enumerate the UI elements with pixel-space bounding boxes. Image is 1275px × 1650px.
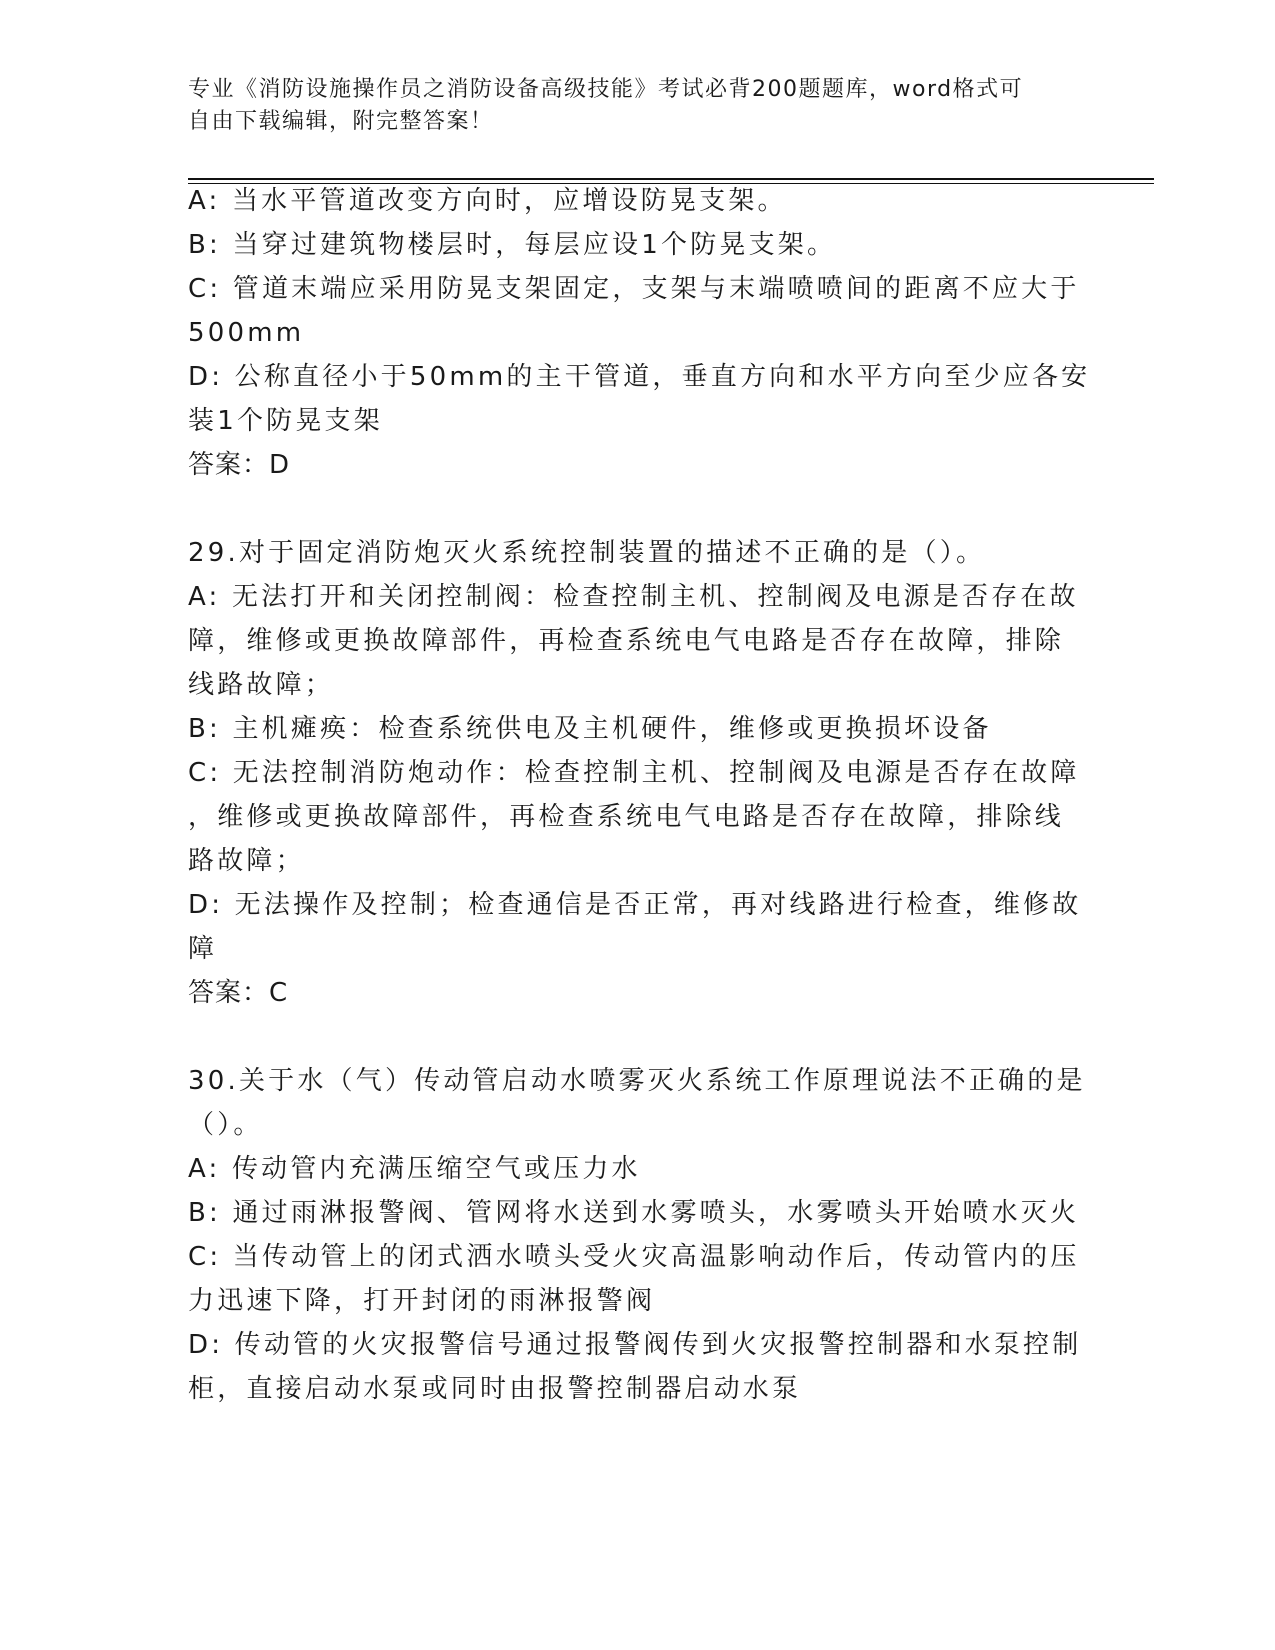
q28-option-b: B: 当穿过建筑物楼层时，每层应设1个防晃支架。 (188, 230, 837, 260)
q30-option-d-line-2: 柜，直接启动水泵或同时由报警控制器启动水泵 (188, 1374, 802, 1404)
q29-option-d-line-2: 障 (188, 934, 218, 964)
q29-option-c-line-3: 路故障； (188, 846, 305, 876)
q29-option-a-line-3: 线路故障； (188, 670, 335, 700)
q29-option-a-line-2: 障，维修或更换故障部件，再检查系统电气电路是否存在故障，排除 (188, 626, 1065, 656)
q30-question-line-1: 30.关于水（气）传动管启动水喷雾灭火系统工作原理说法不正确的是 (188, 1066, 1086, 1096)
q29-option-b: B: 主机瘫痪：检查系统供电及主机硬件，维修或更换损坏设备 (188, 714, 992, 744)
q30-option-a: A: 传动管内充满压缩空气或压力水 (188, 1154, 641, 1184)
header-line-1: 专业《消防设施操作员之消防设备高级技能》考试必背200题题库，word格式可 (188, 77, 1024, 102)
q29-option-d-line-1: D: 无法操作及控制；检查通信是否正常，再对线路进行检查，维修故 (188, 890, 1082, 920)
q29-option-c-line-2: ，维修或更换故障部件，再检查系统电气电路是否存在故障，排除线 (188, 802, 1065, 832)
header-line-2: 自由下载编辑，附完整答案！ (188, 109, 494, 134)
q30-option-c-line-2: 力迅速下降，打开封闭的雨淋报警阀 (188, 1286, 656, 1316)
q29-option-a-line-1: A: 无法打开和关闭控制阀：检查控制主机、控制阀及电源是否存在故 (188, 582, 1079, 612)
q30-option-d-line-1: D: 传动管的火灾报警信号通过报警阀传到火灾报警控制器和水泵控制 (188, 1330, 1082, 1360)
q29-option-c-line-1: C: 无法控制消防炮动作：检查控制主机、控制阀及电源是否存在故障 (188, 758, 1080, 788)
document-header (188, 74, 1068, 138)
q28-option-c-line-2: 500mm (188, 318, 305, 348)
q28-option-d-line-2: 装1个防晃支架 (188, 406, 383, 436)
q30-option-b: B: 通过雨淋报警阀、管网将水送到水雾喷头，水雾喷头开始喷水灭火 (188, 1198, 1080, 1228)
header-divider-thick (188, 178, 1154, 180)
q28-option-a: A: 当水平管道改变方向时，应增设防晃支架。 (188, 186, 787, 216)
q30-question-line-2: （）。 (188, 1110, 263, 1140)
q28-option-d-line-1: D: 公称直径小于50mm的主干管道，垂直方向和水平方向至少应各安 (188, 362, 1091, 392)
q29-answer: 答案：C (188, 978, 289, 1008)
q29-question: 29.对于固定消防炮灭火系统控制装置的描述不正确的是（）。 (188, 538, 986, 568)
q28-option-c-line-1: C: 管道末端应采用防晃支架固定，支架与末端喷喷间的距离不应大于 (188, 274, 1080, 304)
q28-answer: 答案：D (188, 450, 291, 480)
q30-option-c-line-1: C: 当传动管上的闭式洒水喷头受火灾高温影响动作后，传动管内的压 (188, 1242, 1080, 1272)
